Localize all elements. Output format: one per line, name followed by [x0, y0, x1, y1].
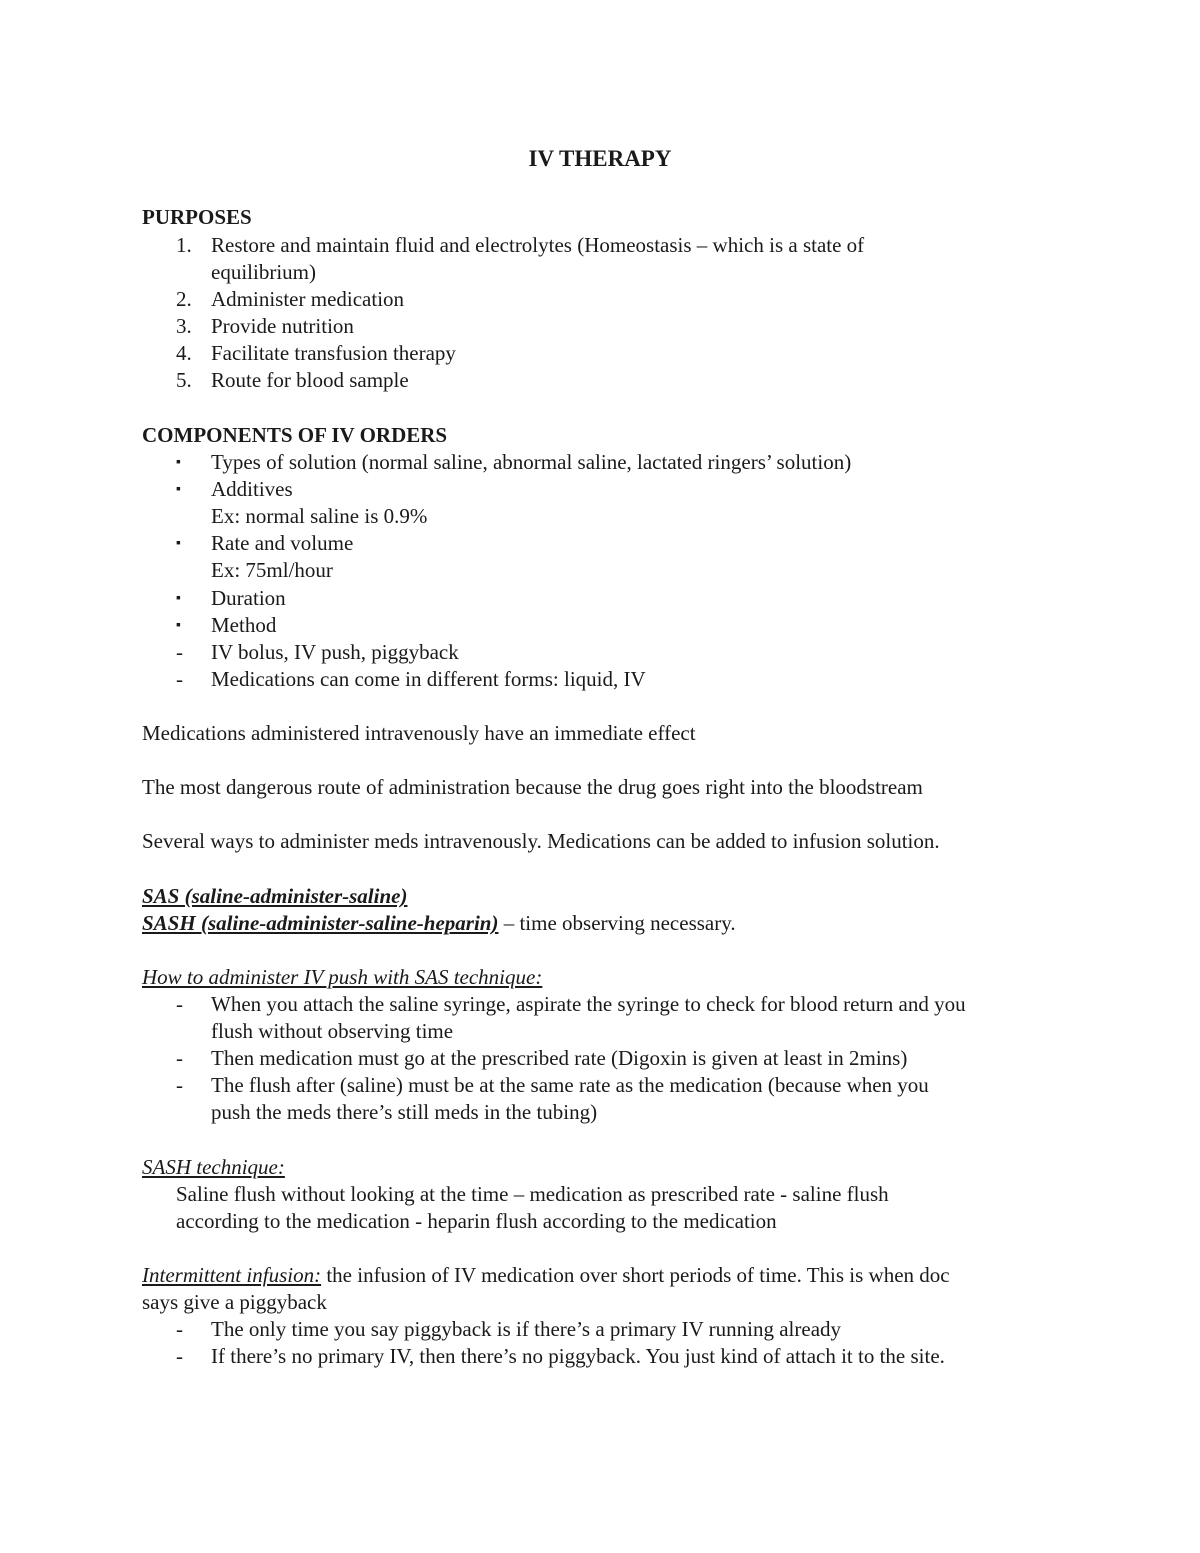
dash-marker: -: [176, 667, 183, 691]
component-example: Ex: normal saline is 0.9%: [211, 504, 428, 528]
dash-marker: -: [176, 1073, 183, 1097]
sas-technique-heading: [142, 964, 542, 991]
sas-step-line: push the meds there’s still meds in the tubing): [211, 1100, 598, 1124]
component-item: Duration: [211, 586, 286, 610]
sas-step-line: Then medication must go at the prescribed rate (Digoxin is given at least in 2mins): [211, 1046, 908, 1070]
purpose-number-3: 3.: [176, 314, 192, 338]
purpose-item-5: Route for blood sample: [211, 368, 409, 392]
purpose-number-4: 4.: [176, 341, 192, 365]
component-item: Method: [211, 613, 277, 637]
purpose-item-4: Facilitate transfusion therapy: [211, 341, 456, 365]
purposes-heading: PURPOSES: [142, 205, 252, 229]
paragraph: Medications administered intravenously have an immediate effect: [142, 721, 696, 745]
purpose-number-2: 2.: [176, 287, 192, 311]
component-item: Additives: [211, 477, 293, 501]
components-heading: COMPONENTS OF IV ORDERS: [142, 423, 448, 447]
component-item: Types of solution (normal saline, abnormal saline, lactated ringers’ solution): [211, 450, 852, 474]
bullet-marker: ▪: [176, 455, 181, 470]
sash-definition: [142, 910, 736, 937]
sas-definition: [142, 883, 407, 910]
sas-label: SAS (saline-administer-saline): [142, 884, 408, 908]
sash-suffix: – time observing necessary.: [498, 911, 736, 935]
purpose-item-3: Provide nutrition: [211, 314, 354, 338]
sas-step-line: flush without observing time: [211, 1019, 454, 1043]
sash-technique-heading-text: SASH technique:: [142, 1155, 285, 1179]
purpose-item-1-line-1: Restore and maintain fluid and electrolytes (Homeostasis – which is a state of: [211, 233, 865, 257]
intermittent-item: The only time you say piggyback is if there’s a primary IV running already: [211, 1317, 842, 1341]
paragraph: The most dangerous route of administration because the drug goes right into the bloodstream: [142, 775, 923, 799]
paragraph: Several ways to administer meds intravenously. Medications can be added to infusion solution.: [142, 829, 940, 853]
purpose-number-1: 1.: [176, 233, 192, 257]
document-title: IV THERAPY: [528, 146, 672, 171]
component-item: Medications can come in different forms: liquid, IV: [211, 667, 646, 691]
sas-technique-heading-text: How to administer IV push with SAS technique:: [142, 965, 543, 989]
sash-label: SASH (saline-administer-saline-heparin): [142, 911, 499, 935]
intermittent-definition-cont: says give a piggyback: [142, 1290, 327, 1314]
bullet-marker: ▪: [176, 482, 181, 497]
sash-technique-line: according to the medication - heparin flush according to the medication: [176, 1209, 777, 1233]
purpose-item-2: Administer medication: [211, 287, 405, 311]
bullet-marker: ▪: [176, 536, 181, 551]
sash-technique-heading: [142, 1154, 285, 1181]
intermittent-text: the infusion of IV medication over short periods of time. This is when doc: [321, 1263, 950, 1287]
purpose-number-5: 5.: [176, 368, 192, 392]
intermittent-item: If there’s no primary IV, then there’s no piggyback. You just kind of attach it to the site.: [211, 1344, 945, 1368]
dash-marker: -: [176, 640, 183, 664]
bullet-marker: ▪: [176, 618, 181, 633]
sash-technique-line: Saline flush without looking at the time – medication as prescribed rate - saline flush: [176, 1182, 889, 1206]
bullet-marker: ▪: [176, 591, 181, 606]
dash-marker: -: [176, 1046, 183, 1070]
dash-marker: -: [176, 1317, 183, 1341]
component-item: IV bolus, IV push, piggyback: [211, 640, 459, 664]
purpose-item-1-line-2: equilibrium): [211, 260, 316, 284]
component-example: Ex: 75ml/hour: [211, 558, 333, 582]
dash-marker: -: [176, 1344, 183, 1368]
sas-step-line: When you attach the saline syringe, aspirate the syringe to check for blood return and you: [211, 992, 966, 1016]
sas-step-line: The flush after (saline) must be at the same rate as the medication (because when you: [211, 1073, 929, 1097]
component-item: Rate and volume: [211, 531, 354, 555]
intermittent-definition: [142, 1262, 950, 1289]
dash-marker: -: [176, 992, 183, 1016]
intermittent-term: Intermittent infusion:: [142, 1263, 322, 1287]
